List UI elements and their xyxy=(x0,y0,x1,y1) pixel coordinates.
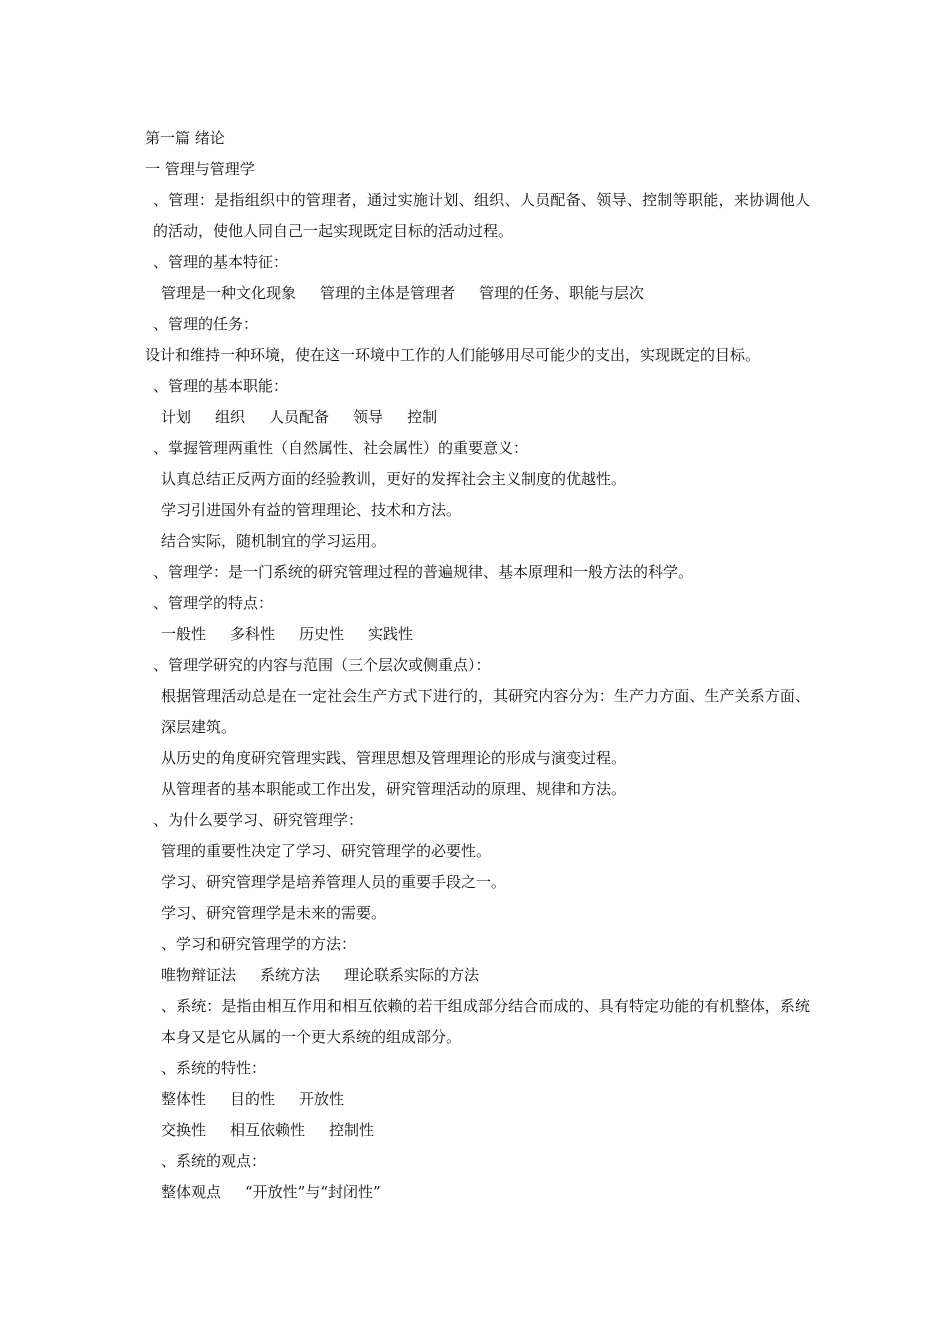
system-views-list xyxy=(145,1177,810,1208)
science-features-list xyxy=(145,619,810,650)
why-point: 管理的重要性决定了学习、研究管理学的必要性。 xyxy=(161,842,492,860)
science-features-label: 、管理学的特点： xyxy=(153,594,274,612)
duality-label: 、掌握管理两重性（自然属性、社会属性）的重要意义： xyxy=(153,439,529,457)
system-views-label: 、系统的观点： xyxy=(161,1152,267,1170)
function-item: 领导 xyxy=(353,408,384,426)
duality-point: 学习引进国外有益的管理理论、技术和方法。 xyxy=(161,501,462,519)
feature-item: 管理是一种文化现象 xyxy=(161,284,297,302)
why-label: 、为什么要学习、研究管理学： xyxy=(153,811,364,829)
function-item: 控制 xyxy=(407,408,438,426)
document-body xyxy=(145,123,810,1208)
function-item: 人员配备 xyxy=(269,408,330,426)
system-feature-item: 相互依赖性 xyxy=(230,1121,306,1139)
system-feature-item: 目的性 xyxy=(230,1090,276,1108)
function-item: 计划 xyxy=(161,408,192,426)
system-features-list xyxy=(145,1084,810,1115)
system-feature-item: 整体性 xyxy=(161,1090,207,1108)
science-feature-item: 多科性 xyxy=(230,625,276,643)
system-feature-item: 控制性 xyxy=(329,1121,375,1139)
chapter-heading: 第一篇 绪论 xyxy=(145,129,225,147)
scope-point: 从历史的角度研究管理实践、管理思想及管理理论的形成与演变过程。 xyxy=(161,749,627,767)
duality-point: 认真总结正反两方面的经验教训，更好的发挥社会主义制度的优越性。 xyxy=(161,470,627,488)
section-title: 一 管理与管理学 xyxy=(145,160,255,178)
definition-system: 、系统：是指由相互作用和相互依赖的若干组成部分结合而成的、具有特定功能的有机整体，系统本身又是它从属的一个更大系统的组成部分。 xyxy=(161,997,810,1046)
science-feature-item: 一般性 xyxy=(161,625,207,643)
scope-point: 根据管理活动总是在一定社会生产方式下进行的，其研究内容分为：生产力方面、生产关系方面、深层建筑。 xyxy=(161,687,810,736)
system-view-item: “开放性”与“封闭性” xyxy=(245,1183,381,1201)
task-text: 设计和维持一种环境，使在这一环境中工作的人们能够用尽可能少的支出，实现既定的目标。 xyxy=(145,346,761,364)
feature-item: 管理的任务、职能与层次 xyxy=(479,284,645,302)
system-feature-item: 开放性 xyxy=(299,1090,345,1108)
scope-label: 、管理学研究的内容与范围（三个层次或侧重点）： xyxy=(153,656,491,674)
feature-item: 管理的主体是管理者 xyxy=(320,284,456,302)
features-list xyxy=(145,278,810,309)
task-label: 、管理的任务： xyxy=(153,315,259,333)
method-item: 系统方法 xyxy=(260,966,321,984)
why-point: 学习、研究管理学是未来的需要。 xyxy=(161,904,387,922)
system-feature-item: 交换性 xyxy=(161,1121,207,1139)
features-label: 、管理的基本特征： xyxy=(153,253,289,271)
scope-point: 从管理者的基本职能或工作出发，研究管理活动的原理、规律和方法。 xyxy=(161,780,627,798)
science-feature-item: 实践性 xyxy=(368,625,414,643)
system-features-label: 、系统的特性： xyxy=(161,1059,267,1077)
functions-list xyxy=(145,402,810,433)
functions-label: 、管理的基本职能： xyxy=(153,377,289,395)
method-item: 理论联系实际的方法 xyxy=(344,966,480,984)
science-feature-item: 历史性 xyxy=(299,625,345,643)
methods-list xyxy=(145,960,810,991)
system-features-list xyxy=(145,1115,810,1146)
why-point: 学习、研究管理学是培养管理人员的重要手段之一。 xyxy=(161,873,507,891)
methods-label: 、学习和研究管理学的方法： xyxy=(161,935,357,953)
function-item: 组织 xyxy=(215,408,246,426)
method-item: 唯物辩证法 xyxy=(161,966,237,984)
definition-management: 、管理：是指组织中的管理者，通过实施计划、组织、人员配备、领导、控制等职能，来协调他人的活动，使他人同自己一起实现既定目标的活动过程。 xyxy=(153,191,810,240)
system-view-item: 整体观点 xyxy=(161,1183,222,1201)
definition-science: 、管理学：是一门系统的研究管理过程的普遍规律、基本原理和一般方法的科学。 xyxy=(153,563,694,581)
duality-point: 结合实际，随机制宜的学习运用。 xyxy=(161,532,387,550)
